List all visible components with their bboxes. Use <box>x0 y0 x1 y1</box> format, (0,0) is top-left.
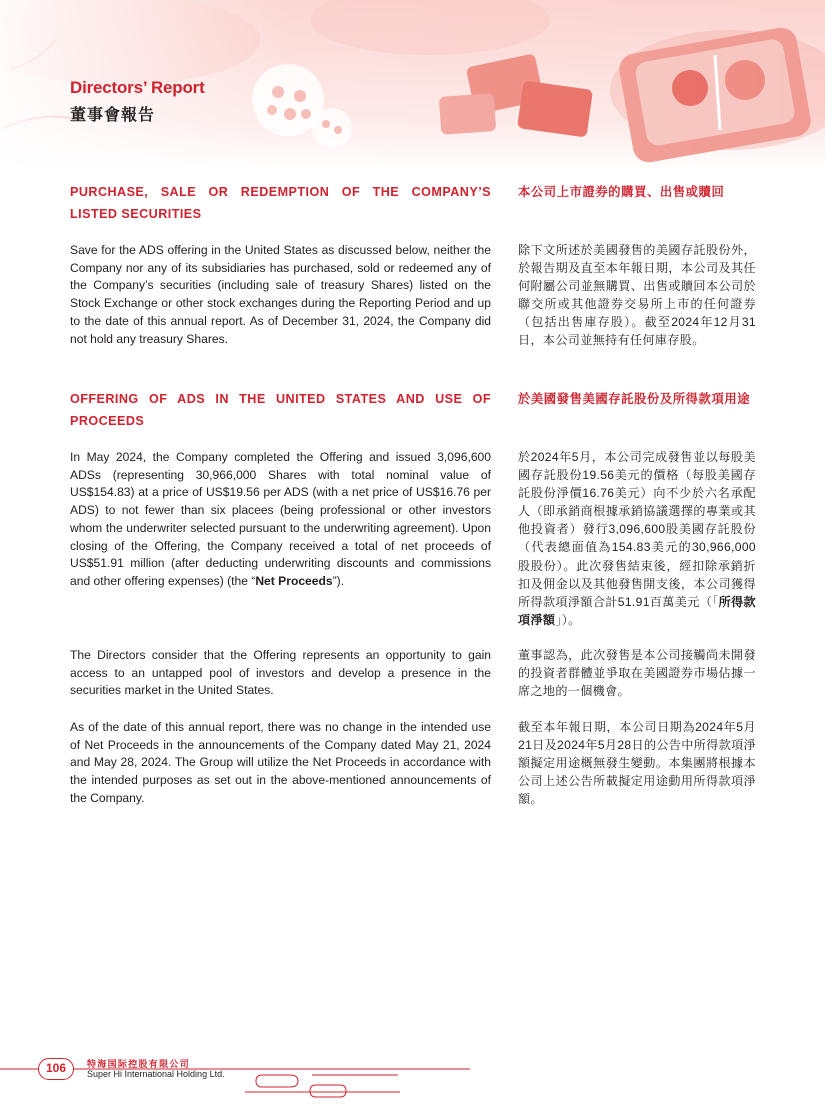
page-number: 106 <box>38 1058 74 1080</box>
section-purchase-heading-zh-block <box>518 181 756 203</box>
section-heading: PURCHASE, SALE OR REDEMPTION OF THE COMPANY’S LISTED SECURITIES <box>70 185 491 221</box>
section-offering-paragraph3-en <box>70 719 491 808</box>
section-purchase-heading-en-block <box>70 181 491 225</box>
page-footer <box>0 1050 825 1110</box>
paragraph: The Directors consider that the Offering represents an opportunity to gain access to an untapped pool of investors and develop a presence in the securities market in the United States. <box>70 648 491 698</box>
company-name-zh: 特海国际控股有限公司 <box>87 1059 191 1069</box>
paragraph-text: ”). <box>332 573 345 588</box>
company-name-en: Super Hi International Holding Ltd. <box>87 1069 225 1079</box>
section-offering-paragraph1-zh <box>518 448 756 629</box>
paragraph-zh: 董事認為，此次發售是本公司接觸尚未開發的投資者群體並爭取在美國證券市場佔據一席之地的一個機會。 <box>518 648 756 699</box>
paragraph: As of the date of this annual report, there was no change in the intended use of Net Proceeds in the announcements of the Company dated May 21, 2024 and May 28, 2024. The Group will utilize the Net Proceeds in accordance with the intended purposes as set out in the above-mentioned announcements of the Company. <box>70 720 491 805</box>
paragraph <box>70 449 491 591</box>
paragraph-zh: 截至本年報日期，本公司日期為2024年5月21日及2024年5月28日的公告中所得款項淨額擬定用途概無發生變動。本集團將根據本公司上述公告所載擬定用途動用所得款項淨額。 <box>518 720 756 807</box>
section-purchase-paragraph-zh <box>518 241 756 350</box>
section-purchase-paragraph-en <box>70 242 491 348</box>
section-heading-zh: 本公司上市證券的購買、出售或贖回 <box>518 185 725 199</box>
paragraph-text: In May 2024, the Company completed the Offering and issued 3,096,600 ADSs (representing 30,966,000 Shares with total nominal value of US$154.83) at a price of US$19.56 per ADS (with a net price of US$16.76 per ADS) to not fewer than six placees (being professional or other investors whom the underwriter selected pursuant to the underwriting agreement). Upon closing of the Offering, the Company received a total of net proceeds of US$51.91 million (after deducting underwriting discounts and commissions and other offering expenses) (the “ <box>70 450 491 588</box>
header-banner <box>0 0 825 170</box>
section-offering-paragraph3-zh <box>518 718 756 808</box>
defined-term: Net Proceeds <box>255 573 333 588</box>
paragraph: Save for the ADS offering in the United States as discussed below, neither the Company nor any of its subsidiaries has purchased, sold or redeemed any of the Company’s securities (including sale of treasury Shares) listed on the Stock Exchange or other stock exchanges during the Reporting Period and up to the date of this annual report. As of December 31, 2024, the Company did not hold any treasury Shares. <box>70 243 491 346</box>
paragraph-zh: 除下文所述於美國發售的美國存託股份外，於報告期及直至本年報日期，本公司及其任何附屬公司並無購買、出售或贖回本公司於聯交所或其他證券交易所上市的任何證券（包括出售庫存股）。截至2024年12月31日，本公司並無持有任何庫存股。 <box>518 243 756 348</box>
section-offering-paragraph2-zh <box>518 646 756 700</box>
paragraph-zh <box>518 448 756 629</box>
report-title-zh: 董事會報告 <box>70 107 156 124</box>
defined-term: 所得款項淨額 <box>518 594 756 627</box>
paragraph-text: 」）。 <box>555 612 581 627</box>
report-title-en: Directors’ Report <box>70 78 205 97</box>
section-offering-paragraph1-en <box>70 449 491 591</box>
section-heading: OFFERING OF ADS IN THE UNITED STATES AND USE OF PROCEEDS <box>70 392 491 428</box>
paragraph-text: 於2024年5月，本公司完成發售並以每股美國存託股份19.56美元的價格（每股美國存託股份淨價16.76美元）向不少於六名承配人（即承銷商根據承銷協議選擇的專業或其他投資者）發行3,096,600股美國存託股份（代表總面值為154.83美元的30,966,000股股份）。此次發售結束後，經扣除承銷折扣及佣金以及其他發售開支後，本公司獲得所得款項淨額合計51.91百萬美元（「 <box>518 450 756 609</box>
report-title <box>70 78 205 125</box>
section-offering-heading-zh-block <box>518 388 756 410</box>
section-heading-zh: 於美國發售美國存託股份及所得款項用途 <box>518 392 751 406</box>
section-offering-heading-en-block <box>70 388 491 432</box>
section-offering-paragraph2-en <box>70 647 491 700</box>
